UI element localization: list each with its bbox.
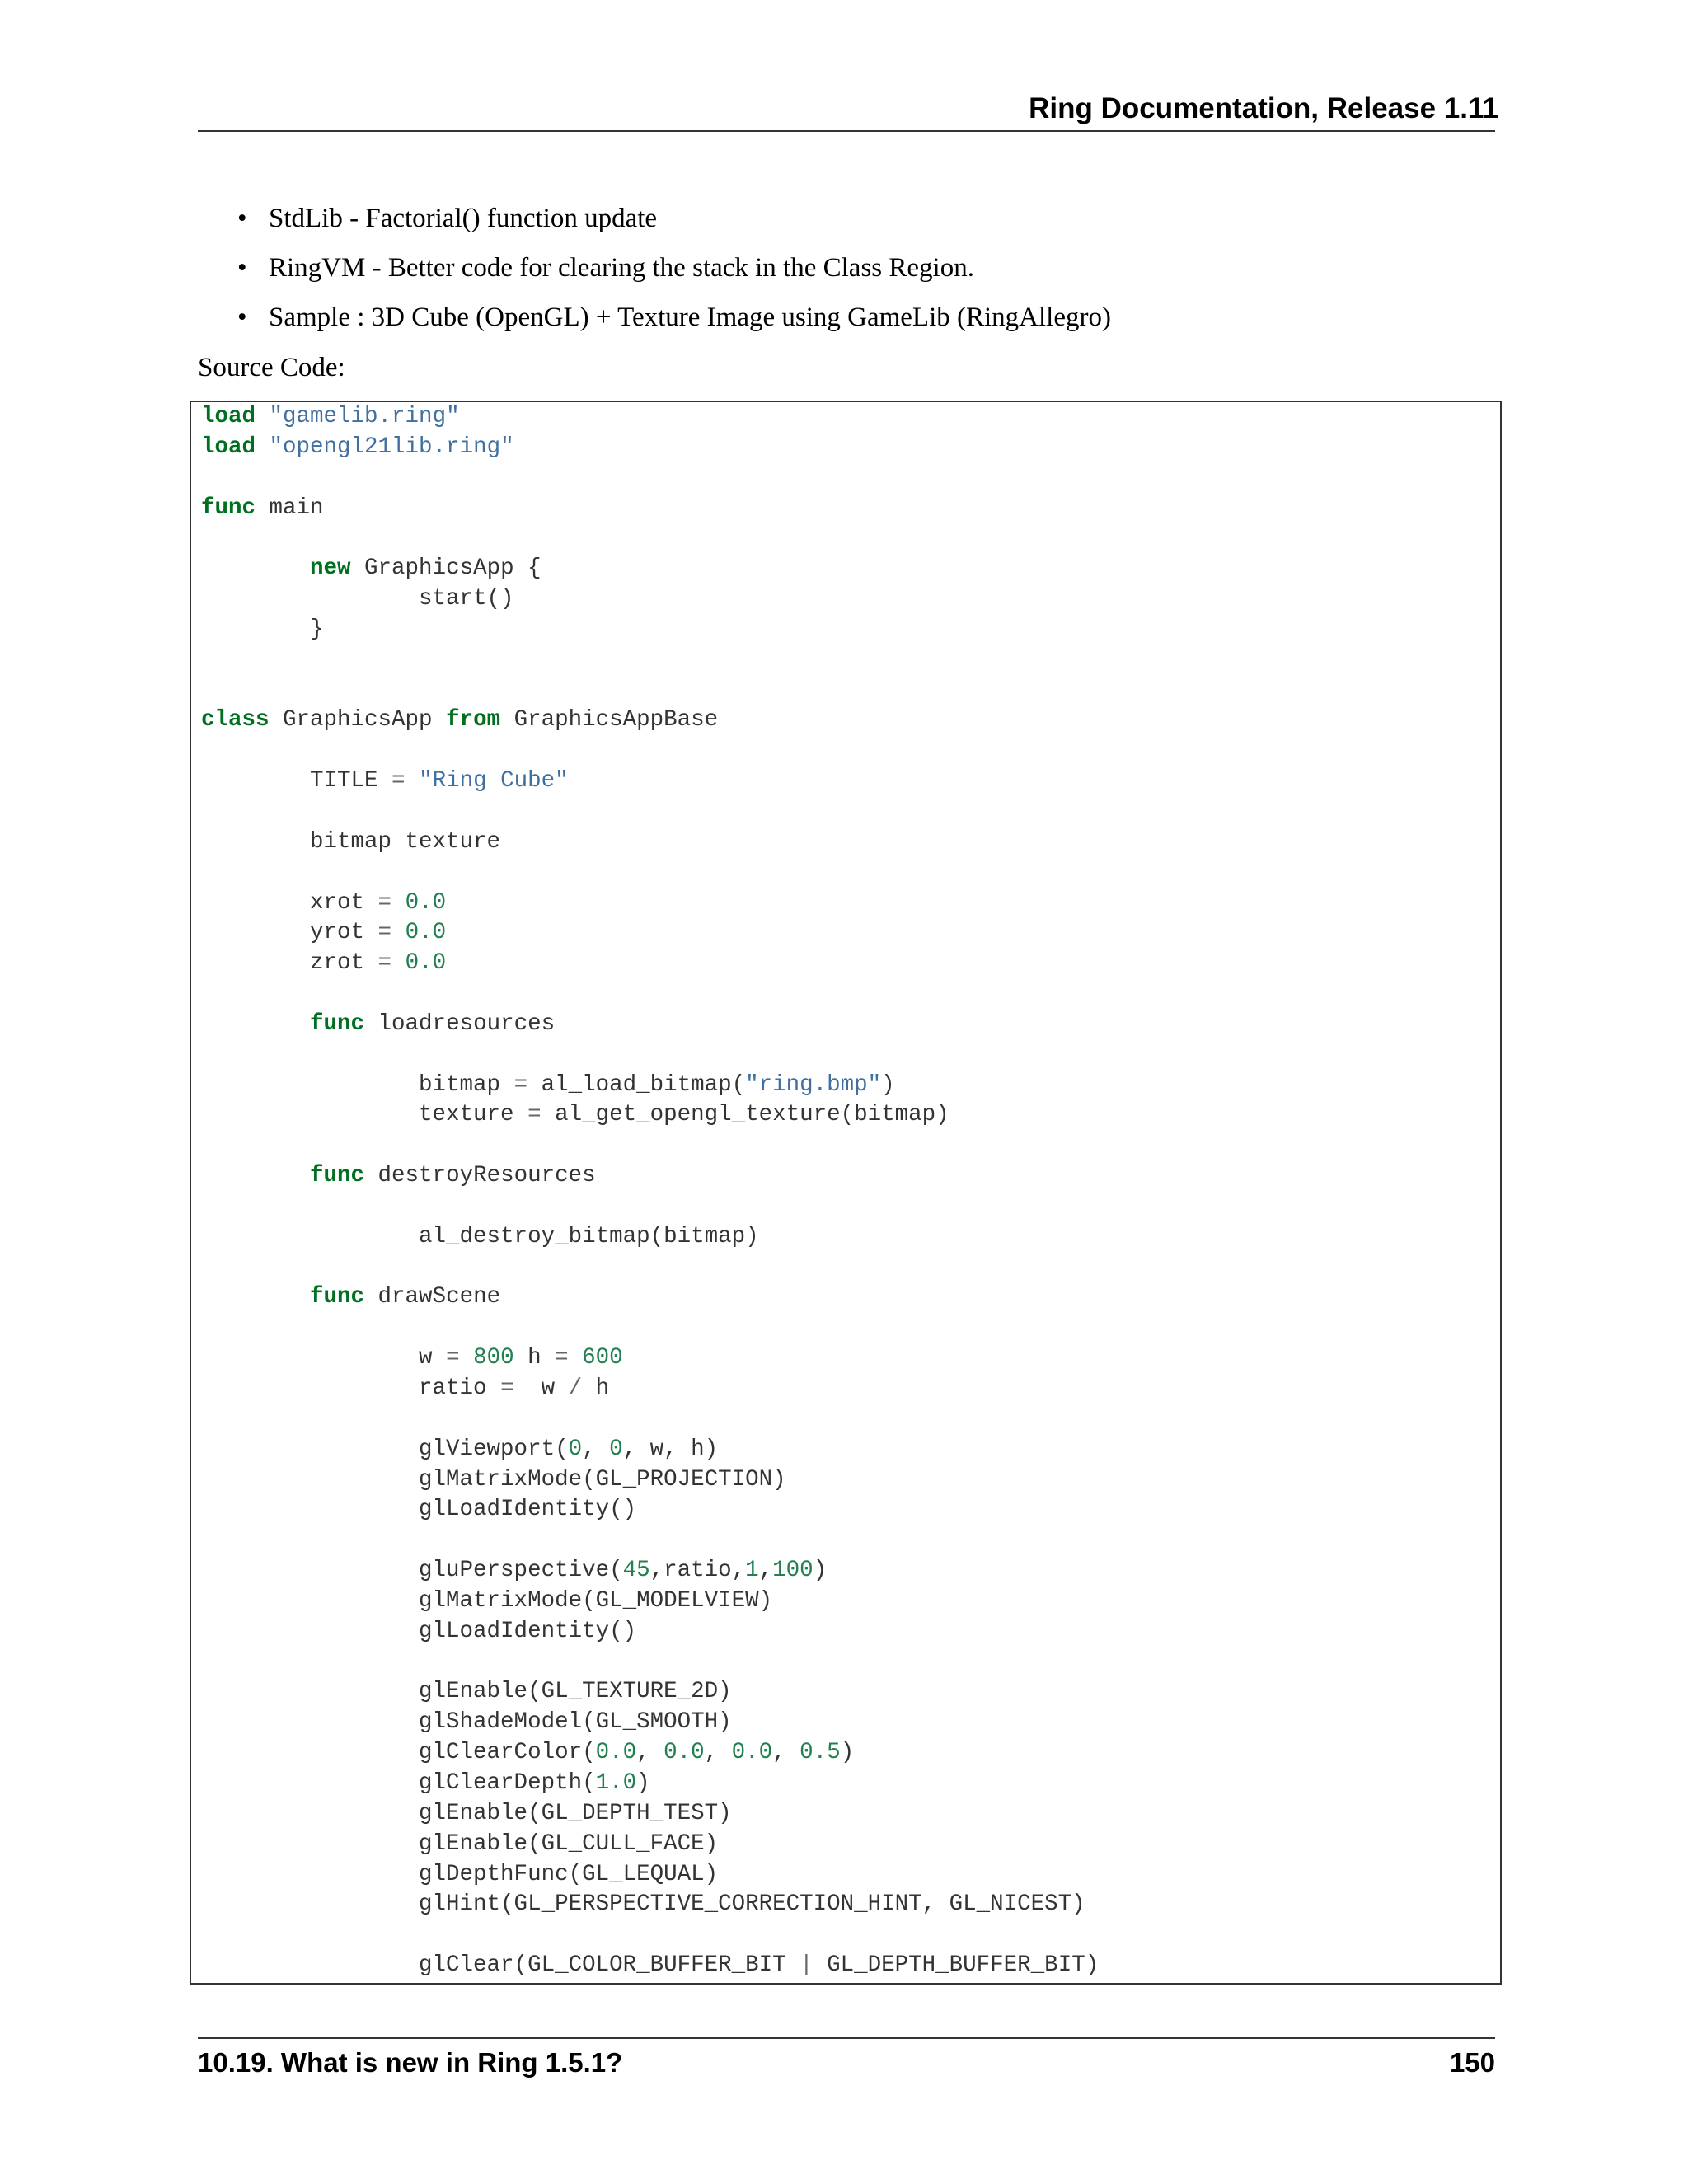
code-line: [201, 1282, 1099, 1313]
code-token: GL_DEPTH_BUFFER_BIT): [813, 1952, 1100, 1979]
code-token: "Ring Cube": [419, 768, 569, 794]
code-line: [201, 1799, 1099, 1830]
code-line: [201, 1192, 1099, 1222]
footer-page-number: 150: [1449, 2047, 1495, 2078]
code-line: [201, 1404, 1099, 1435]
code-token: al_load_bitmap(: [528, 1071, 746, 1098]
code-line: [201, 888, 1099, 919]
code-line: [201, 584, 1099, 615]
code-line: [201, 949, 1099, 979]
code-line: [201, 918, 1099, 949]
code-line: [201, 1830, 1099, 1860]
code-line: [201, 1951, 1099, 1981]
code-line: [201, 1647, 1099, 1678]
code-line: [201, 676, 1099, 706]
code-line: [201, 1617, 1099, 1647]
code-token: ,: [772, 1740, 800, 1766]
code-token: 0.0: [405, 920, 447, 946]
code-token: func: [310, 1010, 365, 1037]
code-token: [392, 950, 406, 976]
code-line: [201, 645, 1099, 676]
code-token: 800: [473, 1345, 514, 1371]
code-token: yrot: [201, 920, 378, 946]
code-token: 0.0: [405, 950, 447, 977]
code-token: ): [881, 1071, 895, 1098]
source-code-label: Source Code:: [198, 353, 345, 382]
code-line: [201, 766, 1099, 797]
code-token: 45: [622, 1558, 650, 1584]
code-line: [201, 1040, 1099, 1071]
code-line: [201, 433, 1099, 463]
bullet-text: RingVM - Better code for clearing the stack in the Class Region.: [269, 253, 974, 283]
code-token: =: [377, 950, 392, 977]
code-line: [201, 1920, 1099, 1951]
code-token: glShadeModel(GL_SMOOTH): [201, 1709, 732, 1736]
bullet-text: Sample : 3D Cube (OpenGL) + Texture Image using GameLib (RingAllegro): [269, 302, 1111, 332]
footer-section-title: 10.19. What is new in Ring 1.5.1?: [198, 2047, 623, 2078]
code-line: [201, 1343, 1099, 1374]
bullet-icon: •: [237, 302, 247, 332]
code-line: [201, 827, 1099, 858]
code-token: glHint(GL_PERSPECTIVE_CORRECTION_HINT, GL_NICEST): [201, 1891, 1085, 1918]
code-token: drawScene: [364, 1284, 501, 1310]
code-token: =: [392, 768, 406, 794]
code-token: /: [568, 1376, 583, 1401]
code-line: [201, 979, 1099, 1010]
code-token: destroyResources: [364, 1163, 596, 1189]
code-token: al_destroy_bitmap(bitmap): [201, 1223, 759, 1249]
code-token: func: [201, 494, 256, 521]
code-token: 100: [772, 1558, 814, 1584]
code-token: glMatrixMode(GL_PROJECTION): [201, 1466, 786, 1493]
code-token: glDepthFunc(GL_LEQUAL): [201, 1861, 719, 1887]
code-token: ): [636, 1769, 650, 1796]
code-line: [201, 1161, 1099, 1192]
code-token: xrot: [201, 889, 378, 916]
code-line: [201, 1010, 1099, 1040]
code-token: }: [201, 616, 324, 642]
code-line: [201, 1071, 1099, 1101]
code-line: [201, 1769, 1099, 1799]
header-rule: [198, 130, 1495, 132]
code-line: [201, 1586, 1099, 1617]
code-line: [201, 1890, 1099, 1920]
code-token: [256, 434, 270, 460]
code-token: [201, 555, 310, 581]
code-token: 1.0: [595, 1769, 637, 1796]
code-token: [392, 920, 406, 945]
code-line: [201, 523, 1099, 554]
code-token: 0.0: [731, 1740, 773, 1766]
code-token: TITLE: [201, 768, 392, 794]
code-line: [201, 1465, 1099, 1496]
code-token: 0.0: [405, 889, 447, 916]
code-token: glViewport(: [201, 1436, 569, 1462]
code-line: [201, 615, 1099, 645]
code-token: 0.0: [595, 1740, 637, 1766]
code-line: [201, 1495, 1099, 1526]
code-line: [201, 705, 1099, 736]
code-token: texture: [201, 1102, 528, 1128]
code-token: [201, 1163, 310, 1188]
bullet-item: [237, 243, 1111, 293]
code-token: func: [310, 1163, 365, 1189]
code-token: 0.5: [799, 1740, 841, 1766]
code-line: [201, 1708, 1099, 1738]
code-token: ,: [636, 1740, 664, 1766]
code-token: glClear(GL_COLOR_BUFFER_BIT: [201, 1952, 800, 1979]
code-token: =: [377, 920, 392, 946]
code-token: 600: [582, 1345, 623, 1371]
code-token: =: [555, 1345, 569, 1371]
code-token: glEnable(GL_TEXTURE_2D): [201, 1679, 732, 1705]
code-token: [392, 890, 406, 916]
code-token: bitmap texture: [201, 828, 501, 855]
code-token: from: [446, 707, 501, 733]
code-token: 0.0: [663, 1740, 705, 1766]
code-token: GraphicsApp {: [350, 555, 542, 582]
bullet-item: [237, 293, 1111, 342]
code-token: bitmap: [201, 1071, 514, 1098]
code-token: load: [201, 404, 256, 429]
code-token: [460, 1345, 474, 1371]
code-token: "gamelib.ring": [269, 404, 460, 429]
code-line: [201, 494, 1099, 524]
code-token: GraphicsApp: [269, 707, 447, 733]
code-token: [406, 768, 420, 794]
page-header-title: Ring Documentation, Release 1.11: [1029, 92, 1498, 124]
code-token: [201, 1284, 310, 1310]
code-token: 1: [745, 1558, 759, 1584]
code-token: loadresources: [364, 1010, 556, 1037]
code-line: [201, 1100, 1099, 1131]
code-token: glClearDepth(: [201, 1769, 596, 1796]
code-token: gluPerspective(: [201, 1558, 623, 1584]
code-token: ratio: [201, 1376, 501, 1401]
code-token: ,: [582, 1436, 610, 1462]
code-line: [201, 1131, 1099, 1161]
code-line: [201, 858, 1099, 888]
code-token: glLoadIdentity(): [201, 1497, 637, 1523]
code-token: glLoadIdentity(): [201, 1618, 637, 1644]
code-line: [201, 554, 1099, 584]
code-token: start(): [201, 586, 514, 612]
code-token: =: [500, 1376, 514, 1401]
bullet-icon: •: [237, 253, 247, 283]
code-token: glEnable(GL_CULL_FACE): [201, 1830, 719, 1857]
code-line: [201, 1677, 1099, 1708]
code-line: [201, 463, 1099, 494]
code-line: [201, 1222, 1099, 1253]
code-token: glClearColor(: [201, 1740, 596, 1766]
code-token: [201, 1011, 310, 1037]
code-token: ): [840, 1740, 855, 1766]
code-line: [201, 1374, 1099, 1404]
code-token: |: [799, 1952, 814, 1979]
code-token: new: [310, 555, 351, 582]
bullet-list: [237, 194, 1111, 342]
bullet-text: StdLib - Factorial() function update: [269, 204, 658, 233]
code-token: w: [513, 1376, 569, 1401]
code-line: [201, 1313, 1099, 1343]
code-token: load: [201, 434, 256, 460]
code-token: main: [256, 494, 324, 521]
code-token: glEnable(GL_DEPTH_TEST): [201, 1800, 732, 1826]
code-token: [569, 1345, 583, 1371]
code-token: "opengl21lib.ring": [269, 434, 514, 460]
footer-rule: [198, 2037, 1495, 2039]
code-token: =: [377, 889, 392, 916]
code-token: , w, h): [622, 1436, 719, 1462]
code-block: [190, 401, 1502, 1985]
code-line: [201, 1526, 1099, 1556]
code-token: al_get_opengl_texture(bitmap): [541, 1102, 950, 1128]
code-line: [201, 1860, 1099, 1891]
bullet-item: [237, 194, 1111, 243]
code-line: [201, 1556, 1099, 1586]
code-token: ,: [704, 1740, 732, 1766]
code-token: =: [446, 1345, 460, 1371]
code-token: GraphicsAppBase: [500, 707, 719, 733]
code-line: [201, 797, 1099, 827]
code-token: glMatrixMode(GL_MODELVIEW): [201, 1587, 773, 1614]
code-token: ,: [758, 1558, 773, 1584]
code-token: 0: [609, 1436, 623, 1462]
code-listing: [201, 402, 1099, 1981]
code-line: [201, 736, 1099, 766]
code-token: h: [582, 1376, 610, 1401]
code-token: zrot: [201, 950, 378, 977]
bullet-icon: •: [237, 204, 247, 233]
code-line: [201, 1738, 1099, 1769]
code-token: =: [528, 1102, 542, 1128]
code-token: ): [813, 1558, 828, 1584]
code-line: [201, 1435, 1099, 1465]
code-token: =: [513, 1071, 528, 1098]
code-token: class: [201, 707, 270, 733]
code-token: "ring.bmp": [745, 1071, 882, 1098]
code-line: [201, 1253, 1099, 1283]
code-token: func: [310, 1284, 365, 1310]
code-token: [256, 404, 270, 429]
code-line: [201, 402, 1099, 433]
code-token: h: [513, 1345, 556, 1371]
code-token: ,ratio,: [649, 1558, 746, 1584]
code-token: 0: [568, 1436, 583, 1462]
code-token: w: [201, 1345, 447, 1371]
